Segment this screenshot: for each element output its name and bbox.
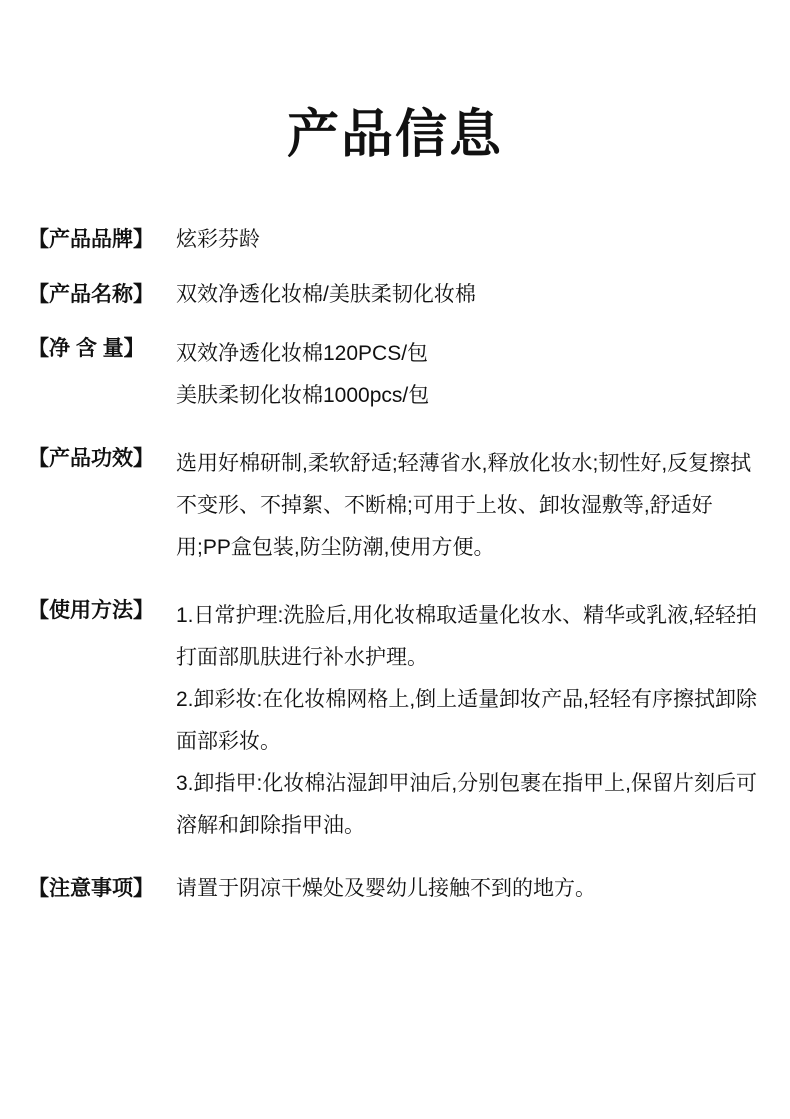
- spec-row-brand: [28, 224, 762, 257]
- spec-value-usage-step-2: 2.卸彩妆:在化妆棉网格上,倒上适量卸妆产品,轻轻有序擦拭卸除面部彩妆。: [176, 688, 758, 754]
- spec-label-net-content: 【净 含 量】: [28, 337, 145, 361]
- spec-value-efficacy: [176, 443, 762, 569]
- spec-row-cautions: [28, 873, 762, 906]
- spec-label-brand: 【产品品牌】: [28, 228, 154, 252]
- product-spec-list: [28, 224, 762, 906]
- spec-label-name: 【产品名称】: [28, 282, 154, 306]
- spec-value-brand: [176, 224, 762, 257]
- page-title: 产品信息: [286, 106, 503, 164]
- spec-label-efficacy: 【产品功效】: [28, 447, 154, 471]
- spec-value-net-content-line-1: 双效净透化妆棉120PCS/包: [176, 342, 429, 366]
- spec-value-usage: [176, 595, 762, 847]
- spec-label-cautions: 【注意事项】: [28, 877, 154, 901]
- spec-value-usage-step-1: 1.日常护理:洗脸后,用化妆棉取适量化妆水、精华或乳液,轻轻拍打面部肌肤进行补水护理。: [176, 604, 758, 670]
- spec-row-net-content: [28, 333, 762, 417]
- spec-value-efficacy-paragraph: 选用好棉研制,柔软舒适;轻薄省水,释放化妆水;韧性好,反复擦拭不变形、不掉絮、不断棉;可用于上妆、卸妆湿敷等,舒适好用;PP盒包装,防尘防潮,使用方便。: [176, 452, 752, 560]
- spec-value-usage-step-3: 3.卸指甲:化妆棉沾湿卸甲油后,分别包裹在指甲上,保留片刻后可溶解和卸除指甲油。: [176, 772, 758, 838]
- spec-value-net-content-line-2: 美肤柔韧化妆棉1000pcs/包: [176, 384, 430, 408]
- spec-value-name-line-1: 双效净透化妆棉/美肤柔韧化妆棉: [176, 282, 476, 306]
- spec-value-net-content: [176, 333, 762, 417]
- spec-row-name: [28, 279, 762, 312]
- spec-value-cautions: [176, 873, 762, 906]
- spec-value-name: [176, 279, 762, 312]
- spec-row-efficacy: [28, 443, 762, 569]
- spec-label-usage: 【使用方法】: [28, 599, 154, 623]
- spec-value-brand-line-1: 炫彩芬龄: [176, 228, 260, 252]
- spec-value-cautions-line-1: 请置于阴凉干燥处及婴幼儿接触不到的地方。: [176, 877, 596, 901]
- spec-row-usage: [28, 595, 762, 847]
